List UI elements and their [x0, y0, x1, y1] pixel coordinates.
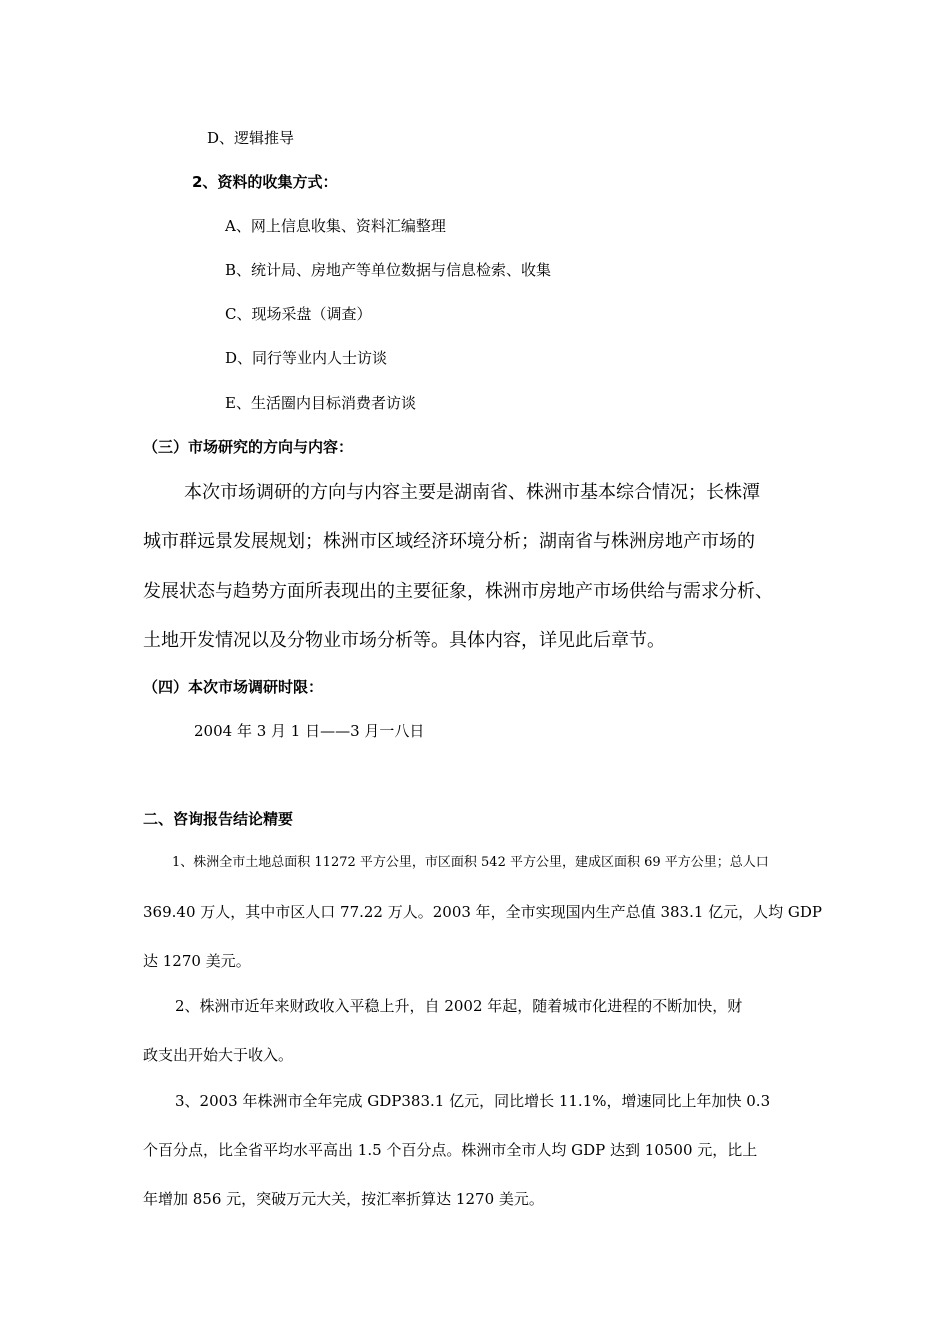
section3-line-1: 本次市场调研的方向与内容主要是湖南省、株洲市基本综合情况；长株潭 — [184, 482, 760, 503]
conclusion-1-line-3: 达 1270 美元。 — [143, 952, 251, 970]
conclusion-3-line-1: 3、2003 年株洲市全年完成 GDP383.1 亿元，同比增长 11.1%，增速同比上年加快 0.3 — [175, 1092, 771, 1110]
conclusion-2-line-2: 政支出开始大于收入。 — [143, 1046, 294, 1064]
conclusions-heading: 二、咨询报告结论精要 — [143, 810, 294, 828]
section3-line-4: 土地开发情况以及分物业市场分析等。具体内容，详见此后章节。 — [143, 630, 665, 651]
method-item-d: D、逻辑推导 — [207, 129, 295, 147]
conclusion-3-line-3: 年增加 856 元，突破万元大关，按汇率折算达 1270 美元。 — [143, 1190, 544, 1208]
collection-item-e: E、生活圈内目标消费者访谈 — [225, 394, 416, 412]
section3-line-3: 发展状态与趋势方面所表现出的主要征象，株洲市房地产市场供给与需求分析、 — [143, 581, 773, 602]
collection-item-c: C、现场采盘（调查） — [225, 305, 372, 323]
section3-heading: （三）市场研究的方向与内容： — [143, 438, 354, 456]
survey-period: 2004 年 3 月 1 日——3 月一八日 — [194, 722, 425, 740]
section3-line-2: 城市群远景发展规划；株洲市区域经济环境分析；湖南省与株洲房地产市场的 — [143, 531, 755, 552]
conclusion-1-line-1: 1、株洲全市土地总面积 11272 平方公里，市区面积 542 平方公里，建成区面积 69 平方公里；总人口 — [172, 855, 769, 870]
collection-item-b: B、统计局、房地产等单位数据与信息检索、收集 — [225, 261, 552, 279]
conclusion-3-line-2: 个百分点，比全省平均水平高出 1.5 个百分点。株洲市全市人均 GDP 达到 10500 元，比上 — [143, 1141, 758, 1159]
collection-heading: 2、资料的收集方式： — [192, 173, 338, 191]
collection-item-d: D、同行等业内人士访谈 — [225, 349, 388, 367]
conclusion-1-line-2: 369.40 万人，其中市区人口 77.22 万人。2003 年，全市实现国内生产总值 383.1 亿元，人均 GDP — [143, 903, 823, 921]
section4-heading: （四）本次市场调研时限： — [143, 678, 324, 696]
collection-item-a: A、网上信息收集、资料汇编整理 — [225, 217, 446, 235]
conclusion-2-line-1: 2、株洲市近年来财政收入平稳上升，自 2002 年起，随着城市化进程的不断加快，财 — [175, 997, 743, 1015]
